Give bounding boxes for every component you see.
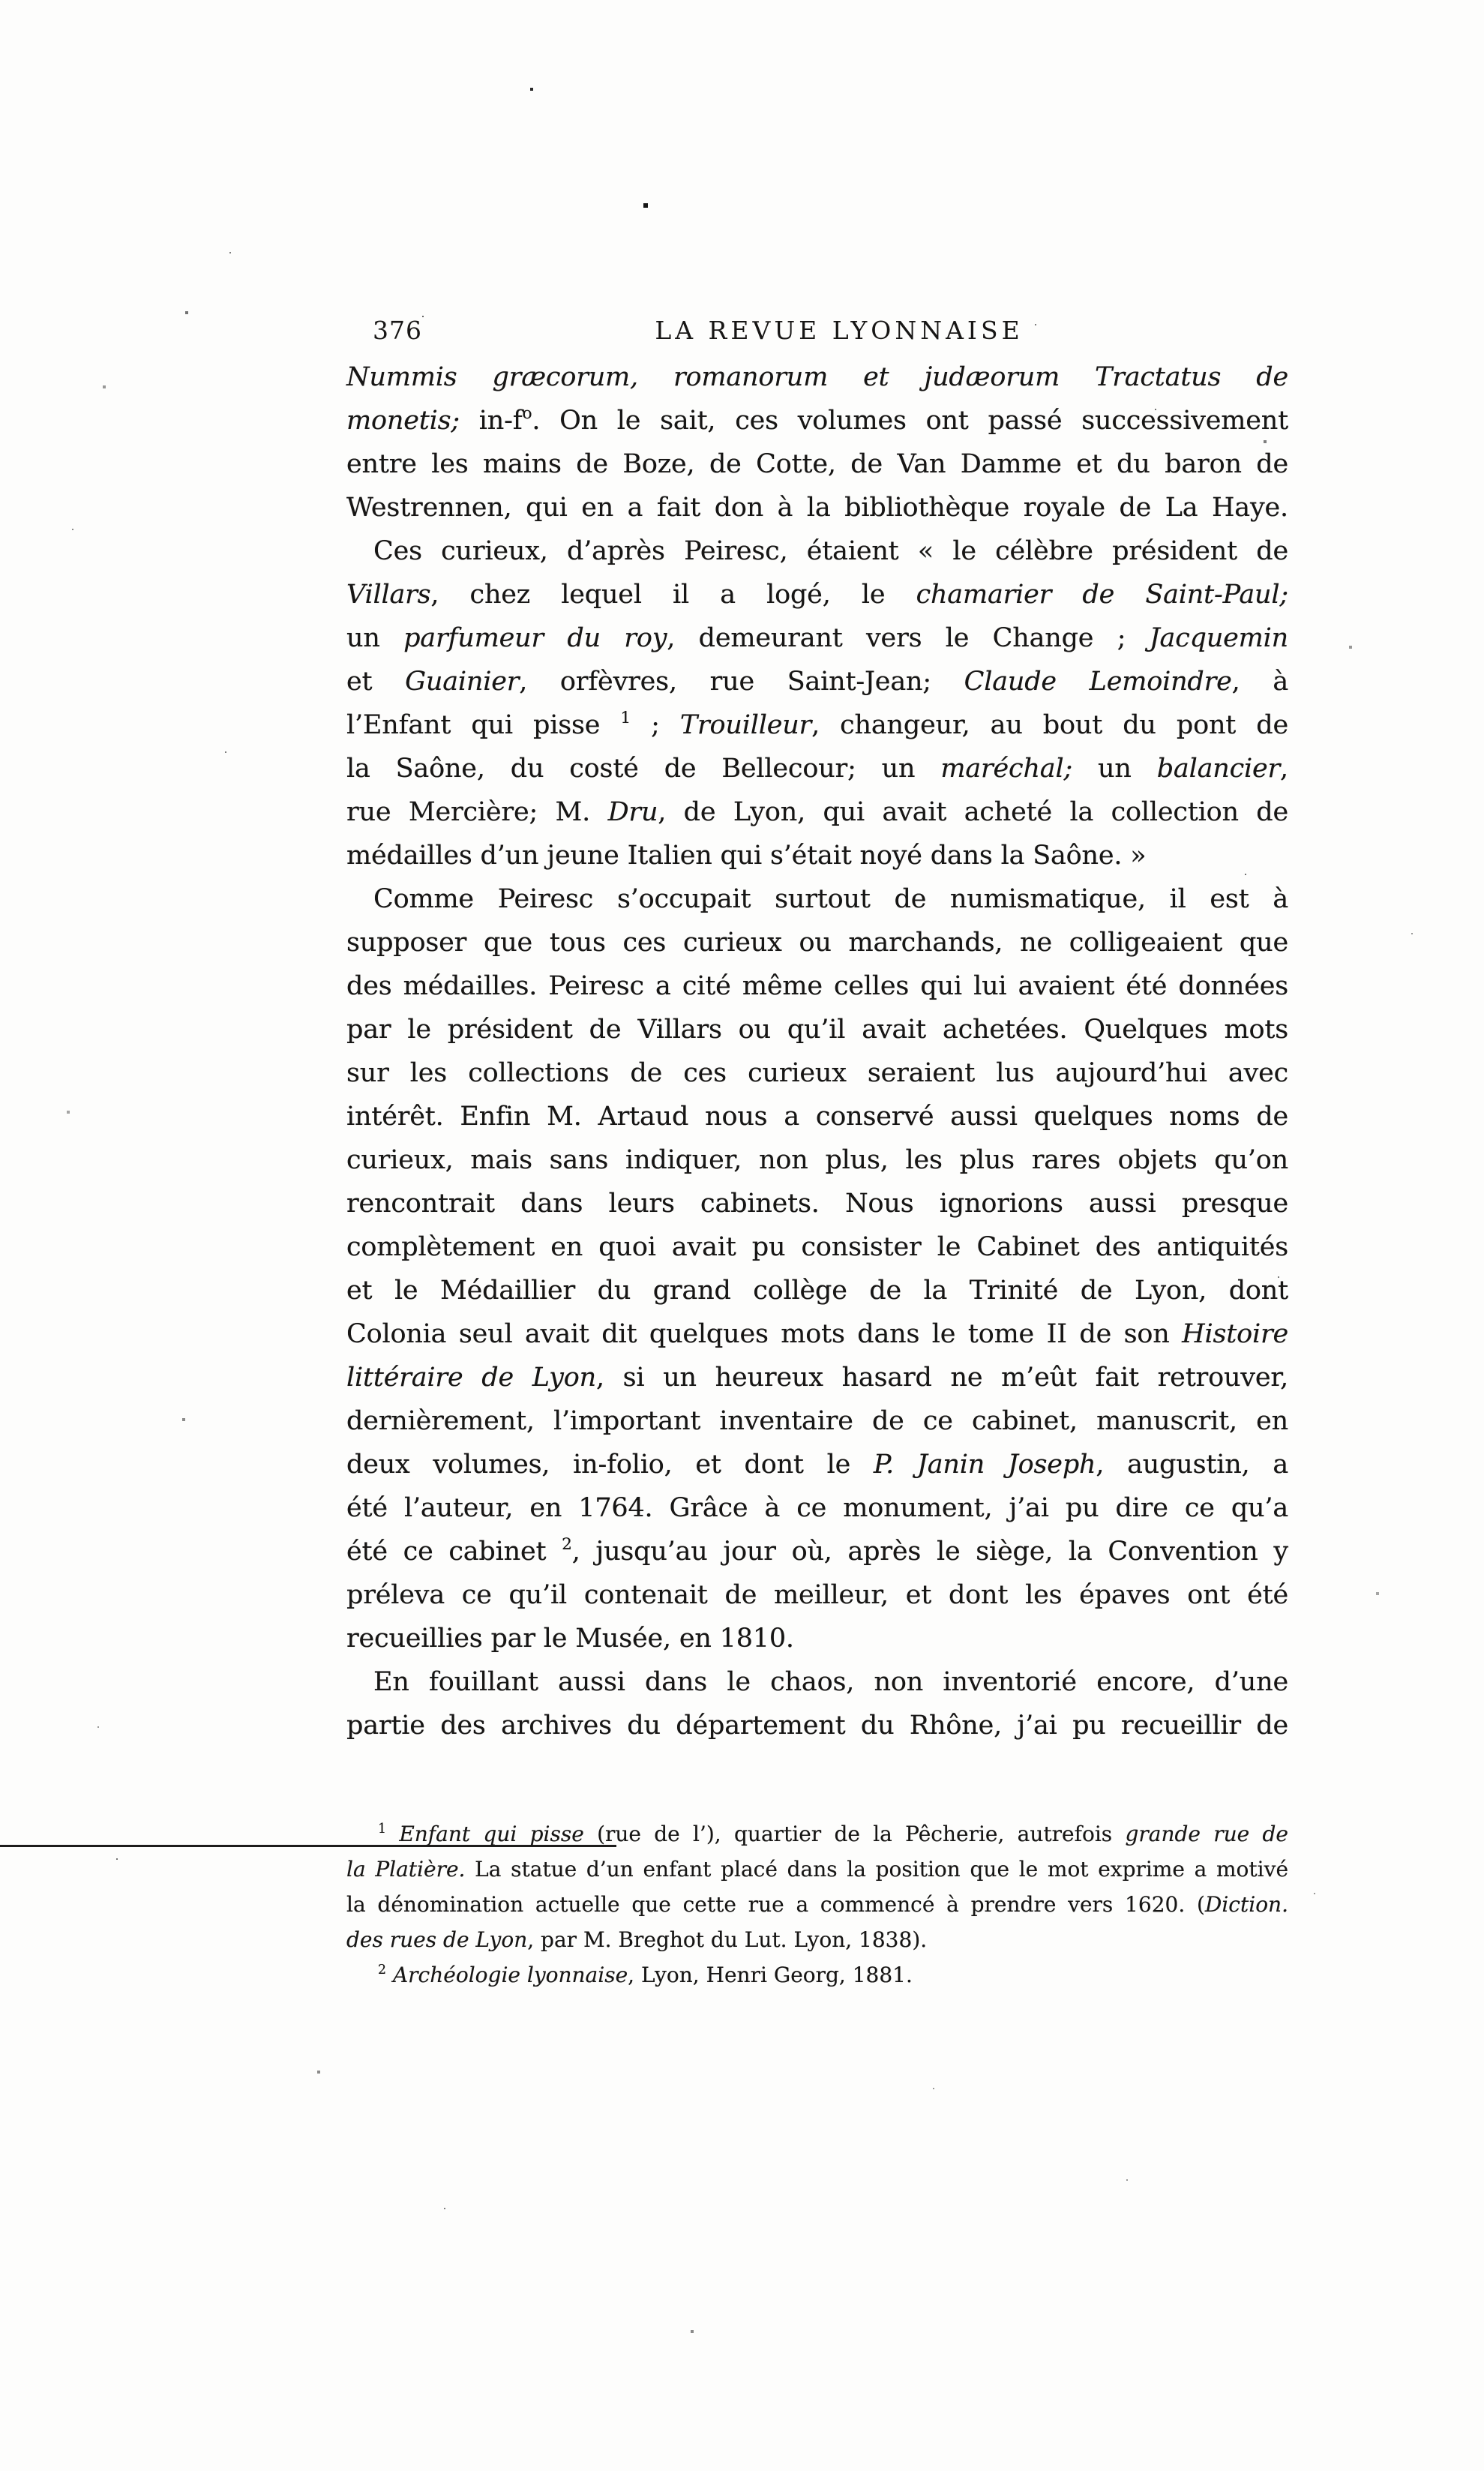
text-run: l’Enfant qui pisse bbox=[346, 710, 621, 740]
text-line bbox=[346, 1852, 1288, 1887]
text-run: rencontrait dans leurs cabinets. Nous ignorions aussi presque bbox=[346, 1189, 1288, 1219]
text-run: , chez lequel il a logé, le bbox=[430, 580, 916, 610]
text-run: curieux, mais sans indiquer, non plus, les plus rares objets qu’on bbox=[346, 1145, 1288, 1175]
italic-run: Dru bbox=[607, 797, 658, 827]
footnote-marker: 1 bbox=[378, 1821, 387, 1837]
italic-run: Nummis græcorum, romanorum et judæorum Tractatus de bbox=[346, 362, 1288, 392]
text-line bbox=[346, 1312, 1288, 1356]
text-run: été ce cabinet bbox=[346, 1537, 562, 1567]
text-run: préleva ce qu’il contenait de meilleur, et dont les épaves ont été bbox=[346, 1580, 1288, 1610]
paragraph bbox=[346, 877, 1288, 1660]
journal-title-wrap bbox=[346, 316, 1332, 345]
text-line bbox=[346, 1399, 1288, 1443]
text-run: et bbox=[346, 667, 406, 697]
text-line bbox=[346, 1887, 1288, 1922]
text-run: , augustin, a bbox=[1096, 1450, 1289, 1480]
text-run: des médailles. Peiresc a cité même celles qui lui avaient été données bbox=[346, 971, 1288, 1001]
text-run: dernièrement, l’important inventaire de ce cabinet, manuscrit, en bbox=[346, 1406, 1288, 1436]
text-run: , Lyon, Henri Georg, 1881. bbox=[628, 1963, 913, 1987]
text-line bbox=[346, 355, 1288, 399]
text-run: Comme Peiresc s’occupait surtout de numismatique, il est à bbox=[373, 884, 1288, 914]
text-run: , à bbox=[1231, 667, 1288, 697]
text-line bbox=[346, 1486, 1288, 1530]
italic-run: balancier bbox=[1156, 754, 1281, 784]
text-run bbox=[386, 1963, 393, 1987]
text-line bbox=[346, 1443, 1288, 1486]
text-line bbox=[346, 529, 1288, 573]
text-line bbox=[346, 834, 1288, 877]
text-line bbox=[346, 1617, 1288, 1660]
text-run: entre les mains de Boze, de Cotte, de Van Damme et du baron de bbox=[346, 449, 1288, 479]
italic-run: chamarier de Saint-Paul; bbox=[916, 580, 1288, 610]
text-line bbox=[346, 616, 1288, 660]
text-line bbox=[346, 703, 1288, 747]
running-head bbox=[0, 316, 1484, 350]
italic-run: la Platière. bbox=[346, 1857, 466, 1882]
italic-run: Villars bbox=[346, 580, 431, 610]
italic-run: littéraire de Lyon bbox=[346, 1363, 596, 1393]
text-run: , de Lyon, qui avait acheté la collection de bbox=[658, 797, 1288, 827]
text-run: , changeur, au bout du pont de bbox=[811, 710, 1288, 740]
text-run: Colonia seul avait dit quelques mots dans le tome II de son bbox=[346, 1319, 1183, 1349]
text-line bbox=[346, 877, 1288, 921]
text-run: , orfèvres, rue Saint-Jean; bbox=[519, 667, 964, 697]
text-run: recueillies par le Musée, en 1810. bbox=[346, 1624, 794, 1654]
text-run: . On le sait, ces volumes ont passé successivement bbox=[532, 406, 1288, 436]
text-line bbox=[346, 1957, 1288, 1993]
text-run: et le Médaillier du grand collège de la Trinité de Lyon, dont bbox=[346, 1276, 1288, 1306]
text-line bbox=[346, 1182, 1288, 1225]
italic-run: Diction. bbox=[1204, 1892, 1288, 1917]
text-line bbox=[346, 1660, 1288, 1704]
footnote-marker: o bbox=[522, 404, 532, 424]
italic-run: P. Janin Joseph bbox=[873, 1450, 1096, 1480]
journal-title: LA REVUE LYONNAISE bbox=[655, 316, 1024, 345]
body-text bbox=[346, 355, 1288, 1747]
text-run: En fouillant aussi dans le chaos, non inventorié encore, d’une bbox=[373, 1667, 1288, 1697]
text-line bbox=[346, 1225, 1288, 1269]
text-line bbox=[346, 1530, 1288, 1573]
text-line bbox=[346, 442, 1288, 486]
text-line bbox=[346, 1269, 1288, 1312]
text-run bbox=[386, 1822, 399, 1846]
scan-noise bbox=[0, 0, 1, 1]
text-line bbox=[346, 1356, 1288, 1399]
italic-run: Enfant qui pisse bbox=[399, 1822, 584, 1846]
italic-run: des rues de Lyon bbox=[346, 1927, 528, 1952]
paragraph bbox=[346, 1660, 1288, 1747]
text-line bbox=[346, 1704, 1288, 1747]
text-run: deux volumes, in-folio, et dont le bbox=[346, 1450, 874, 1480]
text-line bbox=[346, 660, 1288, 703]
text-run: été l’auteur, en 1764. Grâce à ce monument, j’ai pu dire ce qu’a bbox=[346, 1493, 1288, 1523]
text-line bbox=[346, 573, 1288, 616]
footnote-marker: 2 bbox=[562, 1535, 572, 1555]
text-run: , si un heureux hasard ne m’eût fait retrouver, bbox=[595, 1363, 1288, 1393]
text-line bbox=[346, 1816, 1288, 1852]
text-run: supposer que tous ces curieux ou marchands, ne colligeaient que bbox=[346, 928, 1288, 958]
text-run: , bbox=[1280, 754, 1288, 784]
text-run: la dénomination actuelle que cette rue a commencé à prendre vers 1620. ( bbox=[346, 1892, 1205, 1917]
text-line bbox=[346, 399, 1288, 442]
text-line bbox=[346, 1922, 1288, 1957]
text-line bbox=[346, 921, 1288, 964]
text-line bbox=[346, 486, 1288, 529]
text-line bbox=[346, 1095, 1288, 1138]
text-line bbox=[346, 1008, 1288, 1051]
text-run: un bbox=[346, 623, 404, 653]
text-line bbox=[346, 747, 1288, 790]
text-run: la Saône, du costé de Bellecour; un bbox=[346, 754, 941, 784]
text-line bbox=[346, 1051, 1288, 1095]
paragraph bbox=[346, 529, 1288, 877]
text-run: ; bbox=[630, 710, 680, 740]
text-run: La statue d’un enfant placé dans la position que le mot exprime a motivé bbox=[465, 1857, 1289, 1882]
text-line bbox=[346, 964, 1288, 1008]
italic-run: monetis; bbox=[346, 406, 460, 436]
footnotes bbox=[346, 1816, 1288, 1993]
footnote-marker: 2 bbox=[378, 1962, 387, 1978]
text-run: rue Mercière; M. bbox=[346, 797, 608, 827]
text-run: partie des archives du département du Rhône, j’ai pu recueillir de bbox=[346, 1711, 1288, 1741]
italic-run: parfumeur du roy bbox=[403, 623, 667, 653]
italic-run: Jacquemin bbox=[1149, 623, 1289, 653]
text-run: , jusqu’au jour où, après le siège, la Convention y bbox=[571, 1537, 1288, 1567]
italic-run: Claude Lemoindre bbox=[964, 667, 1232, 697]
italic-run: grande rue de bbox=[1125, 1822, 1288, 1846]
italic-run: Guainier bbox=[405, 667, 520, 697]
text-line bbox=[346, 790, 1288, 834]
text-run: , demeurant vers le Change ; bbox=[667, 623, 1150, 653]
text-run: intérêt. Enfin M. Artaud nous a conservé aussi quelques noms de bbox=[346, 1102, 1288, 1132]
text-run: un bbox=[1072, 754, 1157, 784]
paragraph bbox=[346, 355, 1288, 529]
text-line bbox=[346, 1138, 1288, 1182]
italic-run: Trouilleur bbox=[679, 710, 812, 740]
text-run: Ces curieux, d’après Peiresc, étaient « le célèbre président de bbox=[373, 536, 1288, 566]
text-run: , par M. Breghot du Lut. Lyon, 1838). bbox=[527, 1927, 928, 1952]
italic-run: Archéologie lyonnaise bbox=[392, 1963, 628, 1987]
text-run: médailles d’un jeune Italien qui s’était noyé dans la Saône. » bbox=[346, 841, 1147, 871]
italic-run: Histoire bbox=[1182, 1319, 1288, 1349]
text-line bbox=[346, 1573, 1288, 1617]
text-run: Westrennen, qui en a fait don à la bibliothèque royale de La Haye. bbox=[346, 493, 1288, 523]
paragraph bbox=[346, 1816, 1288, 1957]
text-run: in-f bbox=[459, 406, 523, 436]
footnote-marker: 1 bbox=[620, 709, 631, 728]
text-run: par le président de Villars ou qu’il avait achetées. Quelques mots bbox=[346, 1015, 1288, 1045]
text-run: complètement en quoi avait pu consister le Cabinet des antiquités bbox=[346, 1232, 1288, 1262]
page-number: 376 bbox=[373, 316, 422, 345]
text-run: sur les collections de ces curieux seraient lus aujourd’hui avec bbox=[346, 1058, 1288, 1088]
paragraph bbox=[346, 1957, 1288, 1993]
italic-run: maréchal; bbox=[940, 754, 1073, 784]
text-run: (rue de l’), quartier de la Pêcherie, autrefois bbox=[583, 1822, 1126, 1846]
